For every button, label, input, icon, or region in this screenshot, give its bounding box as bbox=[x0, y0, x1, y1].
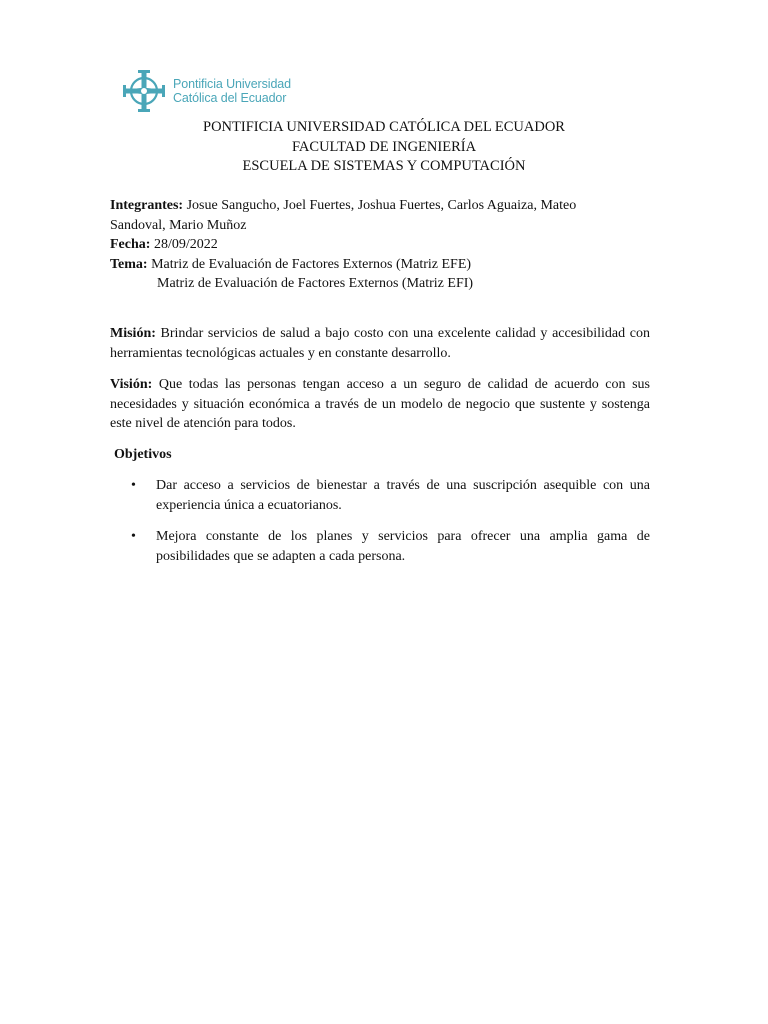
document-info bbox=[110, 196, 650, 294]
objective-item bbox=[131, 476, 650, 515]
faculty-name: FACULTAD DE INGENIERÍA bbox=[291, 138, 477, 155]
topic-label: Tema: bbox=[110, 256, 148, 272]
university-logo bbox=[121, 68, 291, 114]
date-label: Fecha: bbox=[110, 237, 151, 252]
topic-value-1: Matriz de Evaluación de Factores Externos (Matriz EFE) bbox=[147, 256, 472, 272]
university-name: PONTIFICIA UNIVERSIDAD CATÓLICA DEL ECUADOR bbox=[203, 119, 565, 135]
topic-line bbox=[110, 255, 650, 275]
bullet-icon: • bbox=[131, 529, 136, 544]
mission-label: Misión: bbox=[110, 326, 156, 341]
school-name: ESCUELA DE SISTEMAS Y COMPUTACIÓN bbox=[242, 158, 526, 174]
objectives-title: Objetivos bbox=[114, 447, 172, 462]
vision-text: Que todas las personas tengan acceso a un seguro de calidad de acuerdo con sus necesidades y situación económica a través de un modelo de negocio que sustente y sostenga este nivel de atención para todos. bbox=[110, 377, 650, 431]
members-label: Integrantes: bbox=[110, 198, 184, 213]
vision-label: Visión: bbox=[110, 377, 153, 392]
objective-item bbox=[131, 527, 650, 566]
vision-paragraph bbox=[110, 375, 650, 434]
objective-text: Mejora constante de los planes y servicios para ofrecer una amplia gama de posibilidades que se adapten a cada persona. bbox=[156, 529, 650, 564]
date-value: 28/09/2022 bbox=[150, 237, 218, 252]
cross-emblem-icon bbox=[121, 68, 167, 114]
mission-text: Brindar servicios de salud a bajo costo con una excelente calidad y accesibilidad con herramientas tecnológicas actuales y en constante desarrollo. bbox=[110, 326, 650, 361]
members-line bbox=[110, 196, 650, 216]
logo-line-2: Católica del Ecuador bbox=[173, 91, 287, 105]
topic-line-2: Matriz de Evaluación de Factores Externos (Matriz EFI) bbox=[157, 276, 474, 291]
members-line-2: Sandoval, Mario Muñoz bbox=[110, 217, 247, 233]
date-line bbox=[110, 235, 650, 255]
document-header bbox=[0, 118, 768, 177]
objective-text: Dar acceso a servicios de bienestar a través de una suscripción asequible con una experiencia única a ecuatorianos. bbox=[156, 478, 650, 513]
logo-line-1: Pontificia Universidad bbox=[173, 77, 291, 91]
logo-text bbox=[173, 77, 291, 105]
bullet-icon: • bbox=[131, 478, 136, 493]
members-value-1: Josue Sangucho, Joel Fuertes, Joshua Fuertes, Carlos Aguaiza, Mateo bbox=[183, 198, 577, 213]
mission-paragraph bbox=[110, 324, 650, 363]
